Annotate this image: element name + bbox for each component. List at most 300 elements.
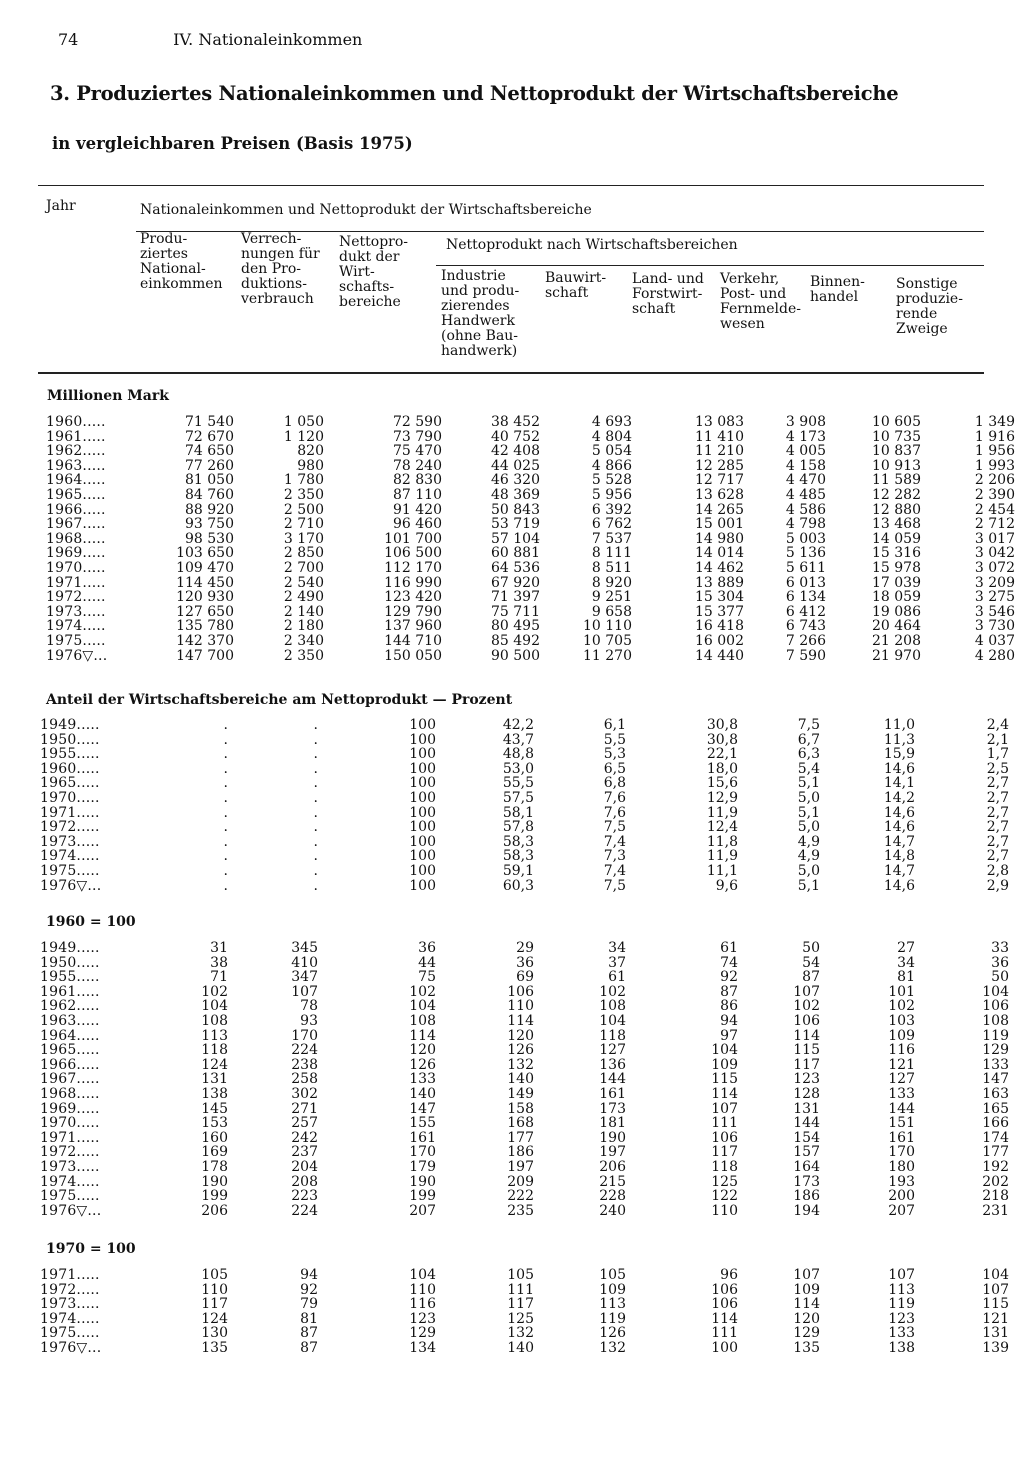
produced-income-cell: .	[223, 718, 228, 733]
offsets-cell: .	[313, 761, 318, 777]
produced-income-cell: .	[223, 805, 228, 821]
construction-cell: 8 511	[591, 560, 632, 576]
produced-income-cell: 88 920	[185, 502, 234, 518]
year-cell: 1973.....	[40, 1297, 100, 1312]
other-cell: 106	[982, 999, 1009, 1014]
table-row	[40, 806, 1009, 821]
offsets-cell: .	[313, 863, 318, 879]
net-product-cell: 75	[418, 970, 436, 985]
year-cell: 1974.....	[40, 1311, 100, 1327]
other-cell: 3 546	[974, 604, 1015, 620]
agriculture-cell: 14 265	[695, 502, 744, 518]
net-product-cell: 120	[409, 1043, 436, 1058]
produced-income-cell: 72 670	[185, 429, 234, 445]
transport-cell: 4 005	[785, 444, 826, 459]
table-row	[46, 546, 1015, 561]
section-label-index-1970: 1970 = 100	[46, 1241, 136, 1257]
transport-cell: 5,0	[797, 863, 820, 879]
construction-cell: 7,5	[603, 820, 626, 835]
industry-cell: 59,1	[502, 863, 534, 879]
transport-cell: 157	[793, 1145, 820, 1160]
construction-cell: 5 528	[591, 473, 632, 488]
industry-cell: 126	[507, 1043, 534, 1058]
agriculture-cell: 16 418	[695, 619, 744, 634]
agriculture-cell: 11,9	[706, 849, 738, 864]
offsets-cell: 87	[300, 1340, 318, 1356]
trade-cell: 151	[888, 1116, 915, 1131]
offsets-cell: 2 350	[283, 648, 324, 664]
col-header-agriculture: Land- und Forstwirt- schaft	[632, 271, 704, 317]
agriculture-cell: 114	[711, 1311, 738, 1327]
year-cell: 1971.....	[40, 1268, 100, 1283]
trade-cell: 14,1	[883, 776, 915, 791]
construction-cell: 6 762	[591, 517, 632, 532]
offsets-cell: .	[313, 747, 318, 762]
offsets-cell: 208	[291, 1174, 318, 1190]
page-header	[58, 30, 362, 49]
transport-cell: 5 003	[785, 531, 826, 547]
industry-cell: 60 881	[491, 546, 540, 561]
net-product-cell: 100	[409, 878, 436, 894]
year-cell: 1971.....	[40, 1130, 100, 1146]
agriculture-cell: 15,6	[706, 776, 738, 791]
col-header-trade: Binnen- handel	[810, 274, 865, 305]
net-product-cell: 116	[409, 1297, 436, 1312]
other-cell: 108	[982, 1013, 1009, 1029]
table-row	[46, 605, 1015, 620]
other-cell: 231	[982, 1203, 1009, 1219]
produced-income-cell: 71 540	[185, 415, 234, 430]
transport-cell: 117	[793, 1057, 820, 1073]
offsets-cell: 258	[291, 1072, 318, 1087]
trade-cell: 123	[888, 1311, 915, 1327]
trade-cell: 21 208	[872, 633, 921, 649]
other-cell: 1 956	[974, 444, 1015, 459]
construction-cell: 144	[599, 1072, 626, 1087]
year-cell: 1950.....	[40, 732, 100, 748]
table-row	[40, 1058, 1009, 1073]
produced-income-cell: .	[223, 747, 228, 762]
trade-cell: 12 282	[872, 487, 921, 503]
trade-cell: 14,2	[883, 790, 915, 806]
industry-cell: 105	[507, 1268, 534, 1283]
construction-cell: 8 920	[591, 575, 632, 591]
produced-income-cell: 113	[201, 1028, 228, 1044]
offsets-cell: 271	[291, 1101, 318, 1117]
transport-cell: 123	[793, 1072, 820, 1087]
industry-cell: 186	[507, 1145, 534, 1160]
other-cell: 2,9	[986, 878, 1009, 894]
table-row	[46, 532, 1015, 547]
trade-cell: 12 880	[872, 502, 921, 518]
other-cell: 2,7	[986, 834, 1009, 850]
transport-cell: 107	[793, 984, 820, 1000]
produced-income-cell: 74 650	[185, 444, 234, 459]
trade-cell: 14,6	[883, 878, 915, 894]
trade-cell: 102	[888, 999, 915, 1014]
table-row	[46, 488, 1015, 503]
year-cell: 1965.....	[46, 487, 106, 503]
transport-cell: 87	[802, 970, 820, 985]
offsets-cell: 2 140	[283, 604, 324, 620]
agriculture-cell: 100	[711, 1340, 738, 1356]
trade-cell: 14,7	[883, 863, 915, 879]
offsets-cell: 79	[300, 1297, 318, 1312]
agriculture-cell: 30,8	[706, 732, 738, 748]
net-product-cell: 100	[409, 718, 436, 733]
trade-cell: 17 039	[872, 575, 921, 591]
offsets-cell: .	[313, 776, 318, 791]
agriculture-cell: 92	[720, 970, 738, 985]
construction-cell: 197	[599, 1145, 626, 1160]
net-product-cell: 179	[409, 1159, 436, 1175]
table-row	[40, 1341, 1009, 1356]
agriculture-cell: 30,8	[706, 718, 738, 733]
year-cell: 1955.....	[40, 970, 100, 985]
year-cell: 1974.....	[40, 849, 100, 864]
agriculture-cell: 14 980	[695, 531, 744, 547]
offsets-cell: 345	[291, 941, 318, 956]
agriculture-cell: 12 717	[695, 473, 744, 488]
year-cell: 1967.....	[40, 1072, 100, 1087]
agriculture-cell: 11 210	[695, 444, 744, 459]
agriculture-cell: 106	[711, 1130, 738, 1146]
transport-cell: 144	[793, 1116, 820, 1131]
col-header-group: Nationaleinkommen und Nettoprodukt der Wirtschaftsbereiche	[140, 202, 592, 218]
produced-income-cell: 98 530	[185, 531, 234, 547]
table-row	[46, 619, 1015, 634]
offsets-cell: 257	[291, 1116, 318, 1131]
trade-cell: 14,6	[883, 761, 915, 777]
year-cell: 1968.....	[40, 1086, 100, 1102]
construction-cell: 240	[599, 1203, 626, 1219]
construction-cell: 108	[599, 999, 626, 1014]
net-product-cell: 100	[409, 820, 436, 835]
industry-cell: 110	[507, 999, 534, 1014]
net-product-cell: 112 170	[384, 560, 442, 576]
trade-cell: 133	[888, 1086, 915, 1102]
construction-cell: 34	[608, 941, 626, 956]
trade-cell: 161	[888, 1130, 915, 1146]
produced-income-cell: 135	[201, 1340, 228, 1356]
agriculture-cell: 86	[720, 999, 738, 1014]
transport-cell: 7,5	[797, 718, 820, 733]
industry-cell: 67 920	[491, 575, 540, 591]
produced-income-cell: 120 930	[176, 590, 234, 605]
offsets-cell: .	[313, 834, 318, 850]
year-cell: 1970.....	[40, 790, 100, 806]
section-label-index-1960: 1960 = 100	[46, 914, 136, 930]
other-cell: 131	[982, 1326, 1009, 1341]
transport-cell: 4,9	[797, 834, 820, 850]
produced-income-cell: 142 370	[176, 633, 234, 649]
construction-cell: 132	[599, 1340, 626, 1356]
trade-cell: 19 086	[872, 604, 921, 620]
offsets-cell: 224	[291, 1203, 318, 1219]
construction-cell: 136	[599, 1057, 626, 1073]
transport-cell: 5,4	[797, 761, 820, 777]
transport-cell: 194	[793, 1203, 820, 1219]
agriculture-cell: 16 002	[695, 633, 744, 649]
offsets-cell: 2 500	[283, 502, 324, 518]
offsets-cell: 2 700	[283, 560, 324, 576]
other-cell: 33	[991, 941, 1009, 956]
col-header-offsets: Verrech- nungen für den Pro- duktions- verbrauch	[241, 231, 320, 307]
year-cell: 1965.....	[40, 1043, 100, 1058]
other-cell: 2 206	[974, 473, 1015, 488]
transport-cell: 54	[802, 955, 820, 971]
table-row	[46, 634, 1015, 649]
offsets-cell: 2 350	[283, 487, 324, 503]
agriculture-cell: 18,0	[706, 761, 738, 777]
produced-income-cell: 190	[201, 1174, 228, 1190]
offsets-cell: 2 850	[283, 546, 324, 561]
transport-cell: 164	[793, 1159, 820, 1175]
industry-cell: 58,1	[502, 805, 534, 821]
trade-cell: 11 589	[872, 473, 921, 488]
offsets-cell: .	[313, 878, 318, 894]
produced-income-cell: .	[223, 863, 228, 879]
net-product-cell: 108	[409, 1013, 436, 1029]
col-header-transport: Verkehr, Post- und Fernmelde- wesen	[720, 271, 801, 332]
table-row	[46, 503, 1015, 518]
industry-cell: 48 369	[491, 487, 540, 503]
industry-cell: 75 711	[491, 604, 540, 620]
industry-cell: 125	[507, 1311, 534, 1327]
construction-cell: 126	[599, 1326, 626, 1341]
produced-income-cell: 206	[201, 1203, 228, 1219]
industry-cell: 111	[507, 1282, 534, 1298]
net-product-cell: 129	[409, 1326, 436, 1341]
table-row	[40, 1312, 1009, 1327]
net-product-cell: 100	[409, 761, 436, 777]
industry-cell: 55,5	[502, 776, 534, 791]
table-row	[40, 820, 1009, 835]
construction-cell: 7,6	[603, 790, 626, 806]
page-number: 74	[58, 30, 79, 49]
other-cell: 2,7	[986, 776, 1009, 791]
net-product-cell: 134	[409, 1340, 436, 1356]
trade-cell: 113	[888, 1282, 915, 1298]
transport-cell: 5,1	[797, 805, 820, 821]
header-bottom-rule	[38, 372, 984, 374]
table-row	[46, 517, 1015, 532]
trade-cell: 133	[888, 1326, 915, 1341]
trade-cell: 11,0	[883, 718, 915, 733]
produced-income-cell: 71	[210, 970, 228, 985]
construction-cell: 7,5	[603, 878, 626, 894]
agriculture-cell: 122	[711, 1189, 738, 1204]
transport-cell: 114	[793, 1028, 820, 1044]
net-product-cell: 150 050	[384, 648, 442, 664]
col-header-net-product: Nettopro- dukt der Wirt- schafts- bereiche	[339, 234, 409, 310]
agriculture-cell: 111	[711, 1116, 738, 1131]
net-product-cell: 101 700	[384, 531, 442, 547]
net-product-cell: 116 990	[384, 575, 442, 591]
offsets-cell: 107	[291, 984, 318, 1000]
produced-income-cell: 38	[210, 955, 228, 971]
offsets-cell: 820	[297, 444, 324, 459]
table-row	[40, 1014, 1009, 1029]
trade-cell: 15 316	[872, 546, 921, 561]
industry-cell: 42,2	[502, 718, 534, 733]
net-product-cell: 190	[409, 1174, 436, 1190]
produced-income-cell: 153	[201, 1116, 228, 1131]
offsets-cell: 410	[291, 955, 318, 971]
transport-cell: 5 136	[785, 546, 826, 561]
produced-income-cell: 199	[201, 1189, 228, 1204]
industry-cell: 120	[507, 1028, 534, 1044]
offsets-cell: .	[313, 790, 318, 806]
col-header-produced-income: Produ- ziertes National- einkommen	[140, 231, 223, 292]
trade-cell: 144	[888, 1101, 915, 1117]
produced-income-cell: 145	[201, 1101, 228, 1117]
agriculture-cell: 15 377	[695, 604, 744, 620]
table-row	[40, 999, 1009, 1014]
industry-cell: 140	[507, 1072, 534, 1087]
agriculture-cell: 13 889	[695, 575, 744, 591]
offsets-cell: 204	[291, 1159, 318, 1175]
year-cell: 1971.....	[46, 575, 106, 591]
produced-income-cell: 84 760	[185, 487, 234, 503]
trade-cell: 180	[888, 1159, 915, 1175]
industry-cell: 48,8	[502, 747, 534, 762]
net-product-cell: 100	[409, 747, 436, 762]
table-row	[40, 1029, 1009, 1044]
trade-cell: 34	[897, 955, 915, 971]
other-cell: 147	[982, 1072, 1009, 1087]
table-row	[40, 1072, 1009, 1087]
agriculture-cell: 11 410	[695, 429, 744, 445]
section-label-million-mark: Millionen Mark	[47, 388, 169, 404]
other-cell: 2 454	[974, 502, 1015, 518]
year-cell: 1972.....	[40, 1145, 100, 1160]
transport-cell: 6,7	[797, 732, 820, 748]
construction-cell: 5,3	[603, 747, 626, 762]
agriculture-cell: 22,1	[706, 747, 738, 762]
table-row	[40, 733, 1009, 748]
produced-income-cell: .	[223, 790, 228, 806]
other-cell: 119	[982, 1028, 1009, 1044]
table-row	[46, 459, 1015, 474]
agriculture-cell: 12 285	[695, 458, 744, 474]
net-product-cell: 126	[409, 1057, 436, 1073]
net-product-cell: 73 790	[393, 429, 442, 445]
net-product-cell: 123 420	[384, 590, 442, 605]
other-cell: 2,1	[986, 732, 1009, 748]
transport-cell: 135	[793, 1340, 820, 1356]
year-cell: 1964.....	[46, 473, 106, 488]
net-product-cell: 100	[409, 776, 436, 791]
construction-cell: 161	[599, 1086, 626, 1102]
year-cell: 1970.....	[40, 1116, 100, 1131]
trade-cell: 14,8	[883, 849, 915, 864]
offsets-cell: 170	[291, 1028, 318, 1044]
col-header-other: Sonstige produzie- rende Zweige	[896, 276, 963, 337]
industry-cell: 222	[507, 1189, 534, 1204]
industry-cell: 117	[507, 1297, 534, 1312]
year-cell: 1976▽...	[40, 1340, 102, 1356]
offsets-cell: 238	[291, 1057, 318, 1073]
transport-cell: 5,0	[797, 790, 820, 806]
table-row	[40, 1102, 1009, 1117]
table-row	[40, 1297, 1009, 1312]
construction-cell: 7,3	[603, 849, 626, 864]
agriculture-cell: 14 440	[695, 648, 744, 664]
table-row	[46, 430, 1015, 445]
produced-income-cell: 130	[201, 1326, 228, 1341]
construction-cell: 6,1	[603, 718, 626, 733]
table-row	[40, 1175, 1009, 1190]
trade-cell: 10 735	[872, 429, 921, 445]
construction-cell: 6 392	[591, 502, 632, 518]
other-cell: 2 390	[974, 487, 1015, 503]
table-row	[40, 864, 1009, 879]
table-subtitle: in vergleichbaren Preisen (Basis 1975)	[52, 134, 413, 153]
table-row	[40, 1145, 1009, 1160]
trade-cell: 116	[888, 1043, 915, 1058]
year-cell: 1960.....	[46, 415, 106, 430]
subgroup-rule	[436, 265, 984, 266]
produced-income-cell: 103 650	[176, 546, 234, 561]
table-row	[40, 1131, 1009, 1146]
table-row	[40, 849, 1009, 864]
table-row	[40, 1087, 1009, 1102]
trade-cell: 103	[888, 1013, 915, 1029]
agriculture-cell: 14 462	[695, 560, 744, 576]
table-title: 3. Produziertes Nationaleinkommen und Nettoprodukt der Wirtschaftsbereiche	[50, 82, 899, 105]
construction-cell: 190	[599, 1130, 626, 1146]
table-row	[46, 473, 1015, 488]
other-cell: 1 916	[974, 429, 1015, 445]
trade-cell: 127	[888, 1072, 915, 1087]
offsets-cell: 2 710	[283, 517, 324, 532]
net-product-cell: 100	[409, 732, 436, 748]
trade-cell: 27	[897, 941, 915, 956]
other-cell: 3 042	[974, 546, 1015, 561]
offsets-cell: 3 170	[283, 531, 324, 547]
transport-cell: 120	[793, 1311, 820, 1327]
produced-income-cell: 169	[201, 1145, 228, 1160]
produced-income-cell: 81 050	[185, 473, 234, 488]
year-cell: 1967.....	[46, 517, 106, 532]
produced-income-cell: 178	[201, 1159, 228, 1175]
agriculture-cell: 96	[720, 1268, 738, 1283]
trade-cell: 14,7	[883, 834, 915, 850]
transport-cell: 7 266	[785, 633, 826, 649]
net-product-cell: 133	[409, 1072, 436, 1087]
construction-cell: 8 111	[591, 546, 632, 561]
industry-cell: 132	[507, 1057, 534, 1073]
table-row	[46, 415, 1015, 430]
transport-cell: 131	[793, 1101, 820, 1117]
construction-cell: 5 956	[591, 487, 632, 503]
agriculture-cell: 15 304	[695, 590, 744, 605]
construction-cell: 7,4	[603, 834, 626, 850]
offsets-cell: 2 490	[283, 590, 324, 605]
table-row	[40, 1283, 1009, 1298]
table-row	[40, 718, 1009, 733]
table-row	[40, 747, 1009, 762]
other-cell: 50	[991, 970, 1009, 985]
data-table-million-mark	[46, 415, 1015, 663]
industry-cell: 106	[507, 984, 534, 1000]
net-product-cell: 140	[409, 1086, 436, 1102]
net-product-cell: 161	[409, 1130, 436, 1146]
table-row	[40, 1326, 1009, 1341]
transport-cell: 6,3	[797, 747, 820, 762]
agriculture-cell: 107	[711, 1101, 738, 1117]
